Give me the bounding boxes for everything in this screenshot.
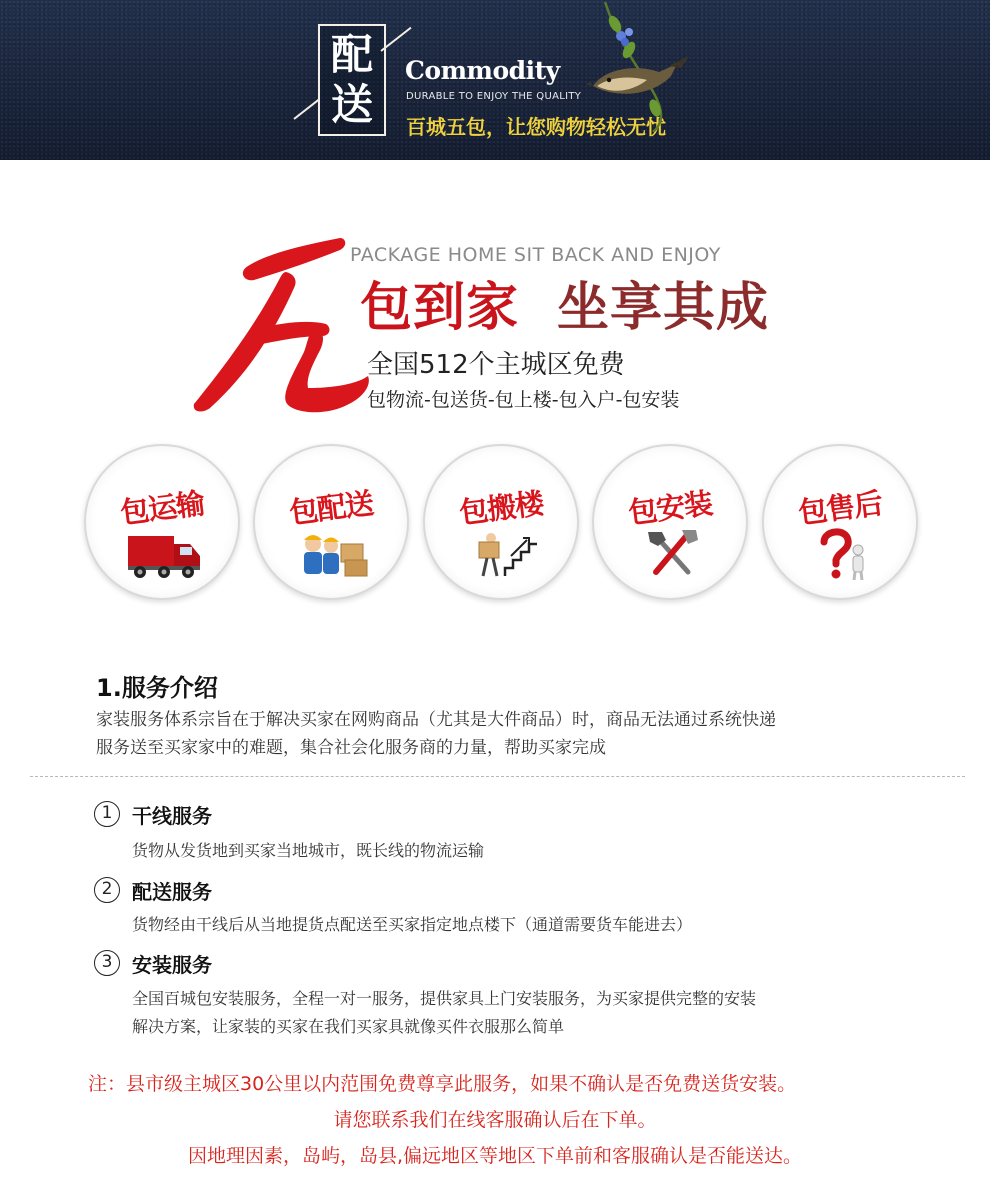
section-title: 1.服务介绍	[96, 674, 218, 702]
circle-label: 包运输	[118, 485, 206, 530]
tools-icon	[632, 526, 712, 582]
item-description: 解决方案，让家装的买家在我们买家具就像买件衣服那么简单	[132, 1017, 565, 1036]
free-cities-line: 全国512个主城区免费	[367, 350, 625, 380]
item-title: 配送服务	[132, 880, 212, 904]
services-list-line: 包物流-包送货-包上楼-包入户-包安装	[367, 389, 680, 411]
note-line: 注：县市级主城区30公里以内范围免费尊享此服务，如果不确认是否免费送货安装。	[88, 1073, 797, 1095]
service-circle-transport	[84, 444, 240, 600]
item-description: 全国百城包安装服务，全程一对一服务，提供家具上门安装服务，为买家提供完整的安装	[132, 989, 757, 1008]
question-mark-icon	[802, 526, 882, 582]
hero-headline	[360, 276, 769, 340]
service-circle-after-sales	[762, 444, 918, 600]
delivery-badge	[318, 24, 386, 136]
bird-on-branch-icon	[585, 2, 695, 132]
truck-icon	[124, 526, 204, 582]
circle-label: 包搬楼	[457, 485, 545, 530]
banner-slogan: 百城五包，让您购物轻松无忧	[406, 115, 666, 139]
item-title: 安装服务	[132, 953, 212, 977]
commodity-title: Commodity	[405, 56, 560, 85]
service-circle-installation	[592, 444, 748, 600]
item-number-circle: 3	[94, 950, 120, 976]
package-home-tagline: PACKAGE HOME SIT BACK AND ENJOY	[350, 244, 721, 266]
five-calligraphy-char	[190, 232, 370, 422]
intro-text-line: 家装服务体系宗旨在于解决买家在网购商品（尤其是大件商品）时，商品无法通过系统快递	[96, 710, 776, 730]
service-circle-carry-upstairs	[423, 444, 579, 600]
note-line: 因地理因素，岛屿，岛县,偏远地区等地区下单前和客服确认是否能送达。	[187, 1145, 803, 1167]
delivery-workers-icon	[293, 526, 373, 582]
stairs-mover-icon	[463, 526, 543, 582]
item-description: 货物从发货地到买家当地城市，既长线的物流运输	[132, 841, 485, 860]
note-line: 请您联系我们在线客服确认后在下单。	[333, 1109, 657, 1131]
service-circle-delivery	[253, 444, 409, 600]
decor-slash	[293, 99, 319, 120]
item-number-circle: 1	[94, 801, 120, 827]
commodity-subtitle: DURABLE TO ENJOY THE QUALITY	[406, 91, 582, 102]
badge-char-2: 送	[330, 80, 373, 129]
dashed-divider	[30, 776, 965, 777]
item-title: 干线服务	[132, 804, 212, 828]
badge-char-1: 配	[330, 30, 373, 79]
circle-label: 包配送	[287, 485, 375, 530]
item-description: 货物经由干线后从当地提货点配送至买家指定地点楼下（通道需要货车能进去）	[132, 915, 693, 934]
circle-label: 包售后	[796, 485, 884, 530]
header-banner	[0, 0, 990, 160]
headline-part-1: 包到家	[360, 277, 520, 338]
item-number-circle: 2	[94, 877, 120, 903]
intro-text-line: 服务送至买家家中的难题，集合社会化服务商的力量，帮助买家完成	[96, 738, 606, 758]
headline-part-2: 坐享其成	[557, 277, 770, 338]
circle-label: 包安装	[626, 485, 714, 530]
